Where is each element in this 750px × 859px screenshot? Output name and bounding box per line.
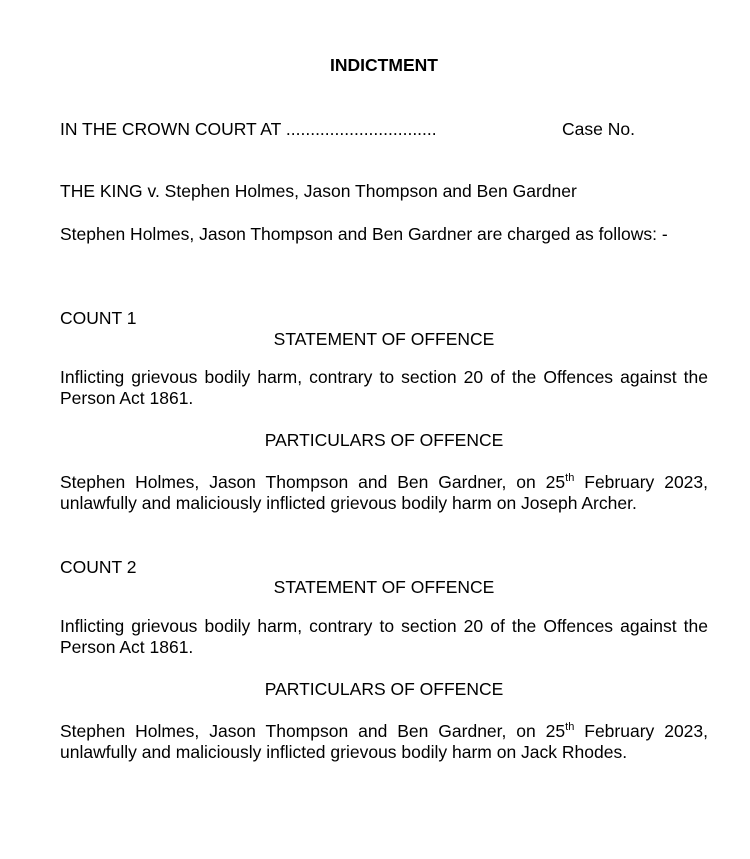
statement-line: Inflicting grievous bodily harm, contrary to section 20 of the Offences against the — [60, 616, 708, 636]
case-title: THE KING v. Stephen Holmes, Jason Thompson and Ben Gardner — [60, 181, 577, 201]
statement-of-offence-heading: STATEMENT OF OFFENCE — [273, 329, 495, 349]
particulars-text: Stephen Holmes, Jason Thompson and Ben Gardner, on 25 — [60, 472, 566, 492]
count-label: COUNT 1 — [60, 308, 137, 328]
statement-of-offence-text — [60, 616, 708, 658]
statement-of-offence-text — [60, 367, 708, 409]
statement-line: Inflicting grievous bodily harm, contrary to section 20 of the Offences against the — [60, 367, 708, 387]
case-number-label: Case No. — [562, 119, 635, 139]
charge-intro: Stephen Holmes, Jason Thompson and Ben Gardner are charged as follows: - — [60, 224, 668, 244]
particulars-of-offence-heading: PARTICULARS OF OFFENCE — [264, 679, 504, 699]
statement-line: Person Act 1861. — [60, 388, 194, 408]
statement-of-offence-heading: STATEMENT OF OFFENCE — [273, 577, 495, 597]
document-title: INDICTMENT — [330, 55, 438, 75]
court-name-field: IN THE CROWN COURT AT ............................... — [60, 119, 437, 139]
count-label: COUNT 2 — [60, 557, 137, 577]
particulars-text: February 2023, — [574, 721, 708, 741]
particulars-line — [60, 472, 708, 493]
particulars-of-offence-text — [60, 472, 708, 514]
particulars-line: unlawfully and maliciously inflicted grievous bodily harm on Joseph Archer. — [60, 493, 637, 513]
particulars-line: unlawfully and maliciously inflicted grievous bodily harm on Jack Rhodes. — [60, 742, 628, 762]
particulars-text: February 2023, — [574, 472, 708, 492]
indictment-document — [60, 0, 708, 859]
particulars-text: Stephen Holmes, Jason Thompson and Ben Gardner, on 25 — [60, 721, 566, 741]
ordinal-suffix: th — [565, 721, 575, 733]
particulars-line — [60, 721, 708, 742]
ordinal-suffix: th — [565, 472, 575, 484]
particulars-of-offence-text — [60, 721, 708, 763]
particulars-of-offence-heading: PARTICULARS OF OFFENCE — [264, 430, 504, 450]
court-line — [60, 119, 437, 140]
statement-line: Person Act 1861. — [60, 637, 194, 657]
